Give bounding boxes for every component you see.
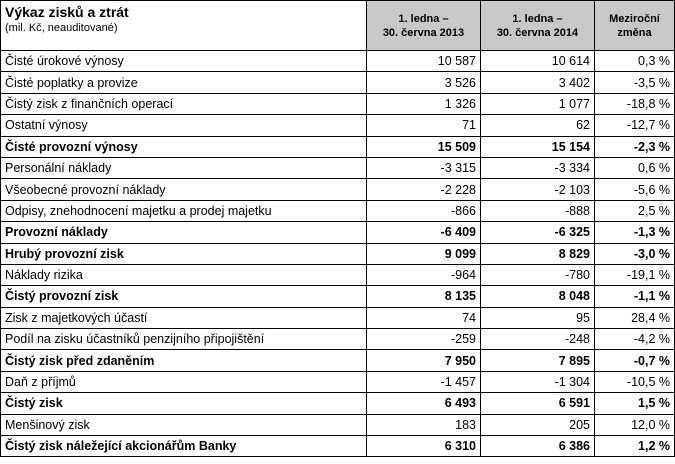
value-2014: -2 103 <box>481 179 595 200</box>
value-2014: -888 <box>481 200 595 221</box>
yoy-change: -1,1 % <box>595 286 675 307</box>
yoy-change: -10,5 % <box>595 371 675 392</box>
value-2014: 1 077 <box>481 93 595 114</box>
row-label: Čistý zisk <box>1 393 367 414</box>
value-2014: 8 829 <box>481 243 595 264</box>
value-2013: 74 <box>367 307 481 328</box>
column-header-change <box>595 1 675 51</box>
table-row <box>1 264 675 285</box>
value-2014: 205 <box>481 414 595 435</box>
table-row <box>1 393 675 414</box>
value-2013: 15 509 <box>367 136 481 157</box>
row-label: Náklady rizika <box>1 264 367 285</box>
yoy-change: 1,5 % <box>595 393 675 414</box>
column-header-change-line1: Meziroční <box>609 12 660 25</box>
value-2013: -964 <box>367 264 481 285</box>
table-row <box>1 115 675 136</box>
value-2013: 6 310 <box>367 436 481 457</box>
row-label: Hrubý provozní zisk <box>1 243 367 264</box>
yoy-change: 0,3 % <box>595 51 675 72</box>
value-2013: -6 409 <box>367 222 481 243</box>
row-label: Všeobecné provozní náklady <box>1 179 367 200</box>
value-2014: 3 402 <box>481 72 595 93</box>
row-label: Čisté úrokové výnosy <box>1 51 367 72</box>
row-label: Provozní náklady <box>1 222 367 243</box>
value-2013: -866 <box>367 200 481 221</box>
column-header-2014-line1: 1. ledna – <box>512 12 563 25</box>
value-2013: 1 326 <box>367 93 481 114</box>
yoy-change: 12,0 % <box>595 414 675 435</box>
yoy-change: 28,4 % <box>595 307 675 328</box>
table-row <box>1 371 675 392</box>
column-header-2014 <box>481 1 595 51</box>
value-2014: -780 <box>481 264 595 285</box>
table-row <box>1 136 675 157</box>
row-label: Čistý zisk před zdaněním <box>1 350 367 371</box>
table-row <box>1 222 675 243</box>
table-row <box>1 436 675 457</box>
value-2014: 7 895 <box>481 350 595 371</box>
value-2013: -1 457 <box>367 371 481 392</box>
table-title: Výkaz zisků a ztrát <box>5 4 129 20</box>
yoy-change: -0,7 % <box>595 350 675 371</box>
yoy-change: -3,5 % <box>595 72 675 93</box>
row-label: Podíl na zisku účastníků penzijního připojištění <box>1 329 367 350</box>
table-row <box>1 286 675 307</box>
value-2014: -1 304 <box>481 371 595 392</box>
row-label: Čistý provozní zisk <box>1 286 367 307</box>
value-2014: -3 334 <box>481 157 595 178</box>
row-label: Čisté poplatky a provize <box>1 72 367 93</box>
value-2013: -3 315 <box>367 157 481 178</box>
value-2013: -2 228 <box>367 179 481 200</box>
table-row <box>1 200 675 221</box>
value-2014: 8 048 <box>481 286 595 307</box>
yoy-change: -2,3 % <box>595 136 675 157</box>
value-2014: 10 614 <box>481 51 595 72</box>
table-header-row <box>1 1 675 51</box>
value-2013: 6 493 <box>367 393 481 414</box>
yoy-change: -19,1 % <box>595 264 675 285</box>
value-2013: -259 <box>367 329 481 350</box>
value-2013: 71 <box>367 115 481 136</box>
table-subtitle: (mil. Kč, neauditované) <box>5 22 118 34</box>
value-2014: 6 386 <box>481 436 595 457</box>
value-2013: 7 950 <box>367 350 481 371</box>
column-header-change-line2: změna <box>617 26 652 39</box>
table-row <box>1 307 675 328</box>
value-2014: -248 <box>481 329 595 350</box>
value-2013: 9 099 <box>367 243 481 264</box>
table-row <box>1 350 675 371</box>
column-header-2013-line1: 1. ledna – <box>398 12 449 25</box>
row-label: Menšinový zisk <box>1 414 367 435</box>
yoy-change: -5,6 % <box>595 179 675 200</box>
table-row <box>1 329 675 350</box>
value-2013: 10 587 <box>367 51 481 72</box>
yoy-change: -4,2 % <box>595 329 675 350</box>
yoy-change: 1,2 % <box>595 436 675 457</box>
value-2014: 6 591 <box>481 393 595 414</box>
value-2013: 183 <box>367 414 481 435</box>
value-2013: 3 526 <box>367 72 481 93</box>
yoy-change: 0,6 % <box>595 157 675 178</box>
value-2013: 8 135 <box>367 286 481 307</box>
table-body <box>1 51 675 457</box>
column-header-2014-line2: 30. června 2014 <box>496 26 579 39</box>
table-row <box>1 93 675 114</box>
value-2014: 95 <box>481 307 595 328</box>
row-label: Personální náklady <box>1 157 367 178</box>
yoy-change: -18,8 % <box>595 93 675 114</box>
row-label: Odpisy, znehodnocení majetku a prodej majetku <box>1 200 367 221</box>
row-label: Čistý zisk náležející akcionářům Banky <box>1 436 367 457</box>
row-label: Čistý zisk z finančních operací <box>1 93 367 114</box>
row-label: Zisk z majetkových účastí <box>1 307 367 328</box>
table-row <box>1 51 675 72</box>
row-label: Čisté provozní výnosy <box>1 136 367 157</box>
row-label: Daň z příjmů <box>1 371 367 392</box>
table-row <box>1 72 675 93</box>
row-label: Ostatní výnosy <box>1 115 367 136</box>
yoy-change: -12,7 % <box>595 115 675 136</box>
yoy-change: -3,0 % <box>595 243 675 264</box>
yoy-change: -1,3 % <box>595 222 675 243</box>
table-row <box>1 179 675 200</box>
table-title-cell <box>1 1 367 51</box>
value-2014: -6 325 <box>481 222 595 243</box>
table-row <box>1 414 675 435</box>
column-header-2013 <box>367 1 481 51</box>
yoy-change: 2,5 % <box>595 200 675 221</box>
table-row <box>1 157 675 178</box>
table-row <box>1 243 675 264</box>
value-2014: 62 <box>481 115 595 136</box>
value-2014: 15 154 <box>481 136 595 157</box>
column-header-2013-line2: 30. června 2013 <box>382 26 465 39</box>
